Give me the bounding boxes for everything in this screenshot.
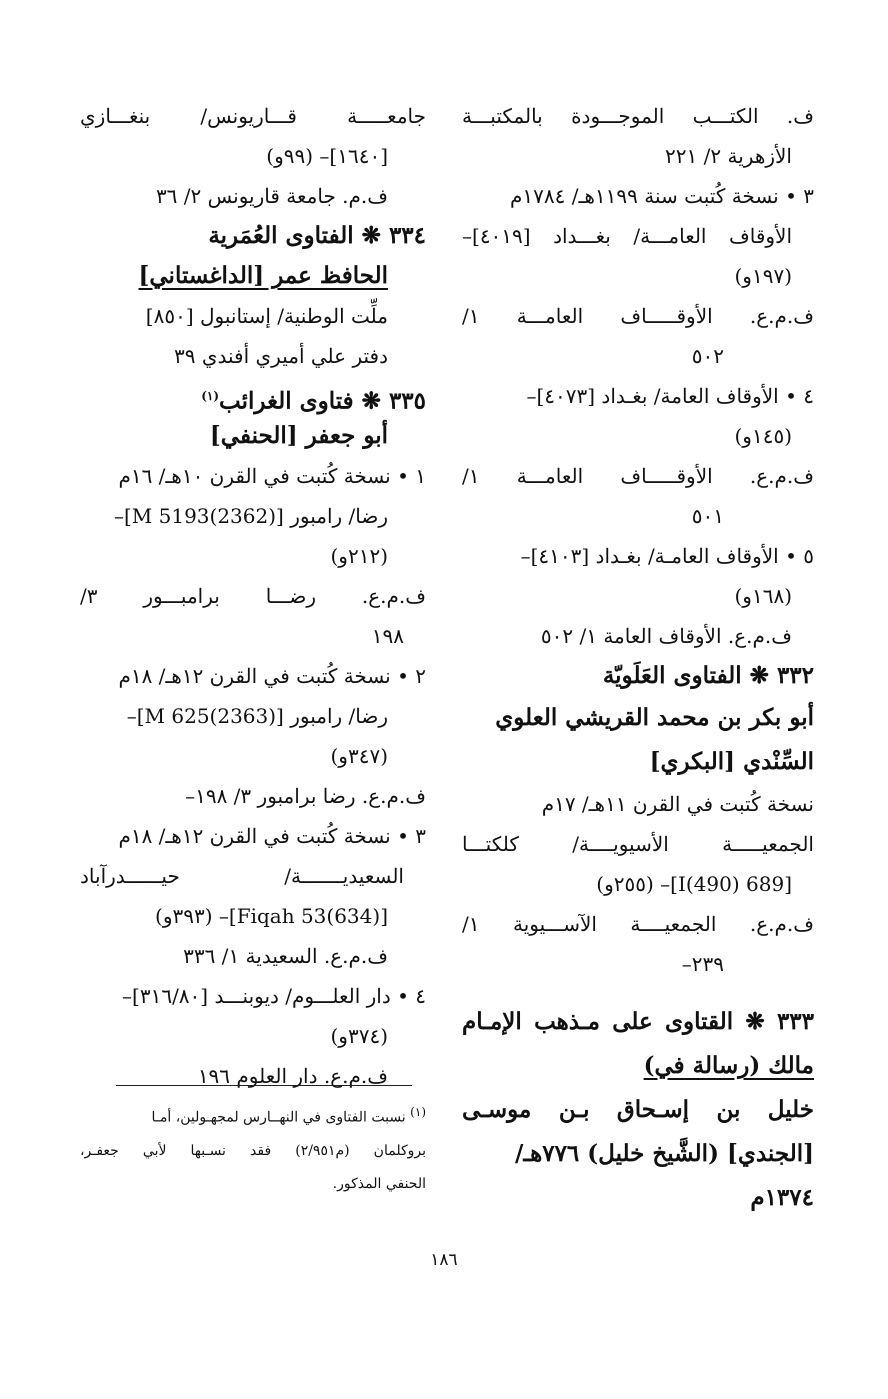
right-column-line: (١٦٨و) <box>734 584 792 608</box>
right-column-line: ٣٣٣ ❋ القتاوى على مـذهب الإمـام <box>462 1008 814 1035</box>
right-column-line: ٣ • نسخة كُتبت سنة ١١٩٩هـ/ ١٧٨٤م <box>510 184 814 208</box>
right-column-line: ف.م.ع. الأوقـــــاف العامـــة ١/ <box>462 464 814 488</box>
footnote-line: بروكلمان (م٢/٩٥١) فقد نسـبها لأبي جعفـر، <box>80 1142 427 1159</box>
right-column-line: ف.م.ع. الأوقـــــاف العامـــة ١/ <box>462 304 814 328</box>
left-column-line: ملِّت الوطنية/ إستانبول [٨٥٠] <box>145 304 388 328</box>
right-column-line: ٥٠٢ <box>691 344 724 368</box>
left-column-line: ٣٣٤ ❋ الفتاوى العُمَرية <box>208 222 426 249</box>
left-column <box>80 96 426 1096</box>
left-column-line: ٢ • نسخة كُتبت في القرن ١٢هـ/ ١٨م <box>118 664 426 688</box>
left-column-line: الحافظ عمر [الداغستاني] <box>138 262 388 289</box>
right-column-line: ١٣٧٤م <box>750 1184 814 1211</box>
right-column-line: نسخة كُتبت في القرن ١١هـ/ ١٧م <box>541 792 814 816</box>
right-column-line: ٥٠١ <box>691 504 724 528</box>
right-column-line: السِّنْدي [البكري] <box>649 748 814 775</box>
right-column-line: أبو بكر بن محمد القريشي العلوي <box>495 704 814 731</box>
left-column-line: أبو جعفر [الحنفي] <box>209 422 388 449</box>
page-number: ١٨٦ <box>430 1250 458 1270</box>
left-column-line: ٤ • دار العلـــوم/ ديوبنـــد [٣١٦/٨٠]– <box>122 984 426 1008</box>
left-column-line: [١٦٤٠]– (٩٩و) <box>266 144 388 168</box>
footnote-marker: (١) <box>410 1105 426 1119</box>
right-column-line: مالك (رسالة في) <box>643 1052 814 1079</box>
left-column-line: (٢١٢و) <box>330 544 388 568</box>
left-column-line: ف.م.ع. السعيدية ١/ ٣٣٦ <box>183 944 388 968</box>
right-column-line: الأوقاف العامـــة/ بغـــداد [٤٠١٩]– <box>462 224 792 248</box>
right-column-line: ٣٣٢ ❋ الفتاوى العَلَويّة <box>602 662 814 689</box>
left-column-line: ف.م.ع. دار العلوم ١٩٦ <box>197 1064 388 1088</box>
left-column-line: السعيديـــــــة/ حيــــــدرآباد <box>80 864 404 888</box>
right-column-line: خليل بن إسـحاق بـن موسـى <box>462 1096 814 1123</box>
left-column-line: (٣٤٧و) <box>330 744 388 768</box>
right-column-line: ٤ • الأوقاف العامة/ بغـداد [٤٠٧٣]– <box>526 384 814 408</box>
right-column-line: [689 I(490)]– (٢٥٥و) <box>596 872 792 896</box>
footnote <box>80 1096 426 1201</box>
right-column-line: ٥ • الأوقاف العامـة/ بغـداد [٤١٠٣]– <box>520 544 814 568</box>
right-column-line: (١٤٥و) <box>734 424 792 448</box>
left-column-line: [Fiqah 53(634)]– (٣٩٣و) <box>155 904 388 928</box>
left-column-line: رضا/ رامبور [M 625(2363)]– <box>126 704 388 728</box>
right-column-line: (١٩٧و) <box>734 264 792 288</box>
left-column-line: ٣ • نسخة كُتبت في القرن ١٢هـ/ ١٨م <box>118 824 426 848</box>
footnote-line: $^{(١)}$ نسبت الفتاوى في النهــارس لمجهـولين، أمـا <box>151 1105 426 1126</box>
left-column-line: ف.م. جامعة قاريونس ٢/ ٣٦ <box>155 184 388 208</box>
right-column-line: ف. الكتـــب الموجـــودة بالمكتبـــة <box>462 104 814 128</box>
left-column-line: ١ • نسخة كُتبت في القرن ١٠هـ/ ١٦م <box>118 464 426 488</box>
right-column-line: ف.م.ع. الأوقاف العامة ١/ ٥٠٢ <box>540 624 792 648</box>
left-column-line: دفتر علي أميري أفندي ٣٩ <box>174 344 388 368</box>
footnote-line: الحنفي المذكور. <box>332 1175 426 1192</box>
left-column-line: ١٩٨ <box>371 624 404 648</box>
left-column-line: رضا/ رامبور [M 5193(2362)]– <box>113 504 388 528</box>
left-column-line: ٣٣٥ ❋ فتاوى الغرائب$^{(١)}$ <box>201 387 426 415</box>
right-column-line: [الجندي] (الشَّيخ خليل) ٧٧٦هـ/ <box>514 1140 814 1167</box>
right-column <box>462 96 814 1220</box>
left-column-line: (٣٧٤و) <box>330 1024 388 1048</box>
left-column-line: جامعـــــة قـــاريونس/ بنغـــازي <box>80 104 426 128</box>
right-column-line: الجمعيـــــة الأسيويــــة/ كلكتـــا <box>462 832 814 856</box>
footnote-rule <box>116 1085 412 1086</box>
right-column-line: ٢٣٩– <box>681 952 724 976</box>
footnote-ref: (١) <box>201 389 220 403</box>
right-column-line: ف.م.ع. الجمعيــــة الآســـيوية ١/ <box>462 912 814 936</box>
left-column-line: ف.م.ع. رضا برامبور ٣/ ١٩٨– <box>185 784 426 808</box>
left-column-line: ف.م.ع. رضـــا برامبـــور ٣/ <box>80 584 426 608</box>
right-column-line: الأزهرية ٢/ ٢٢١ <box>665 144 792 168</box>
right-column-line <box>462 984 814 1000</box>
